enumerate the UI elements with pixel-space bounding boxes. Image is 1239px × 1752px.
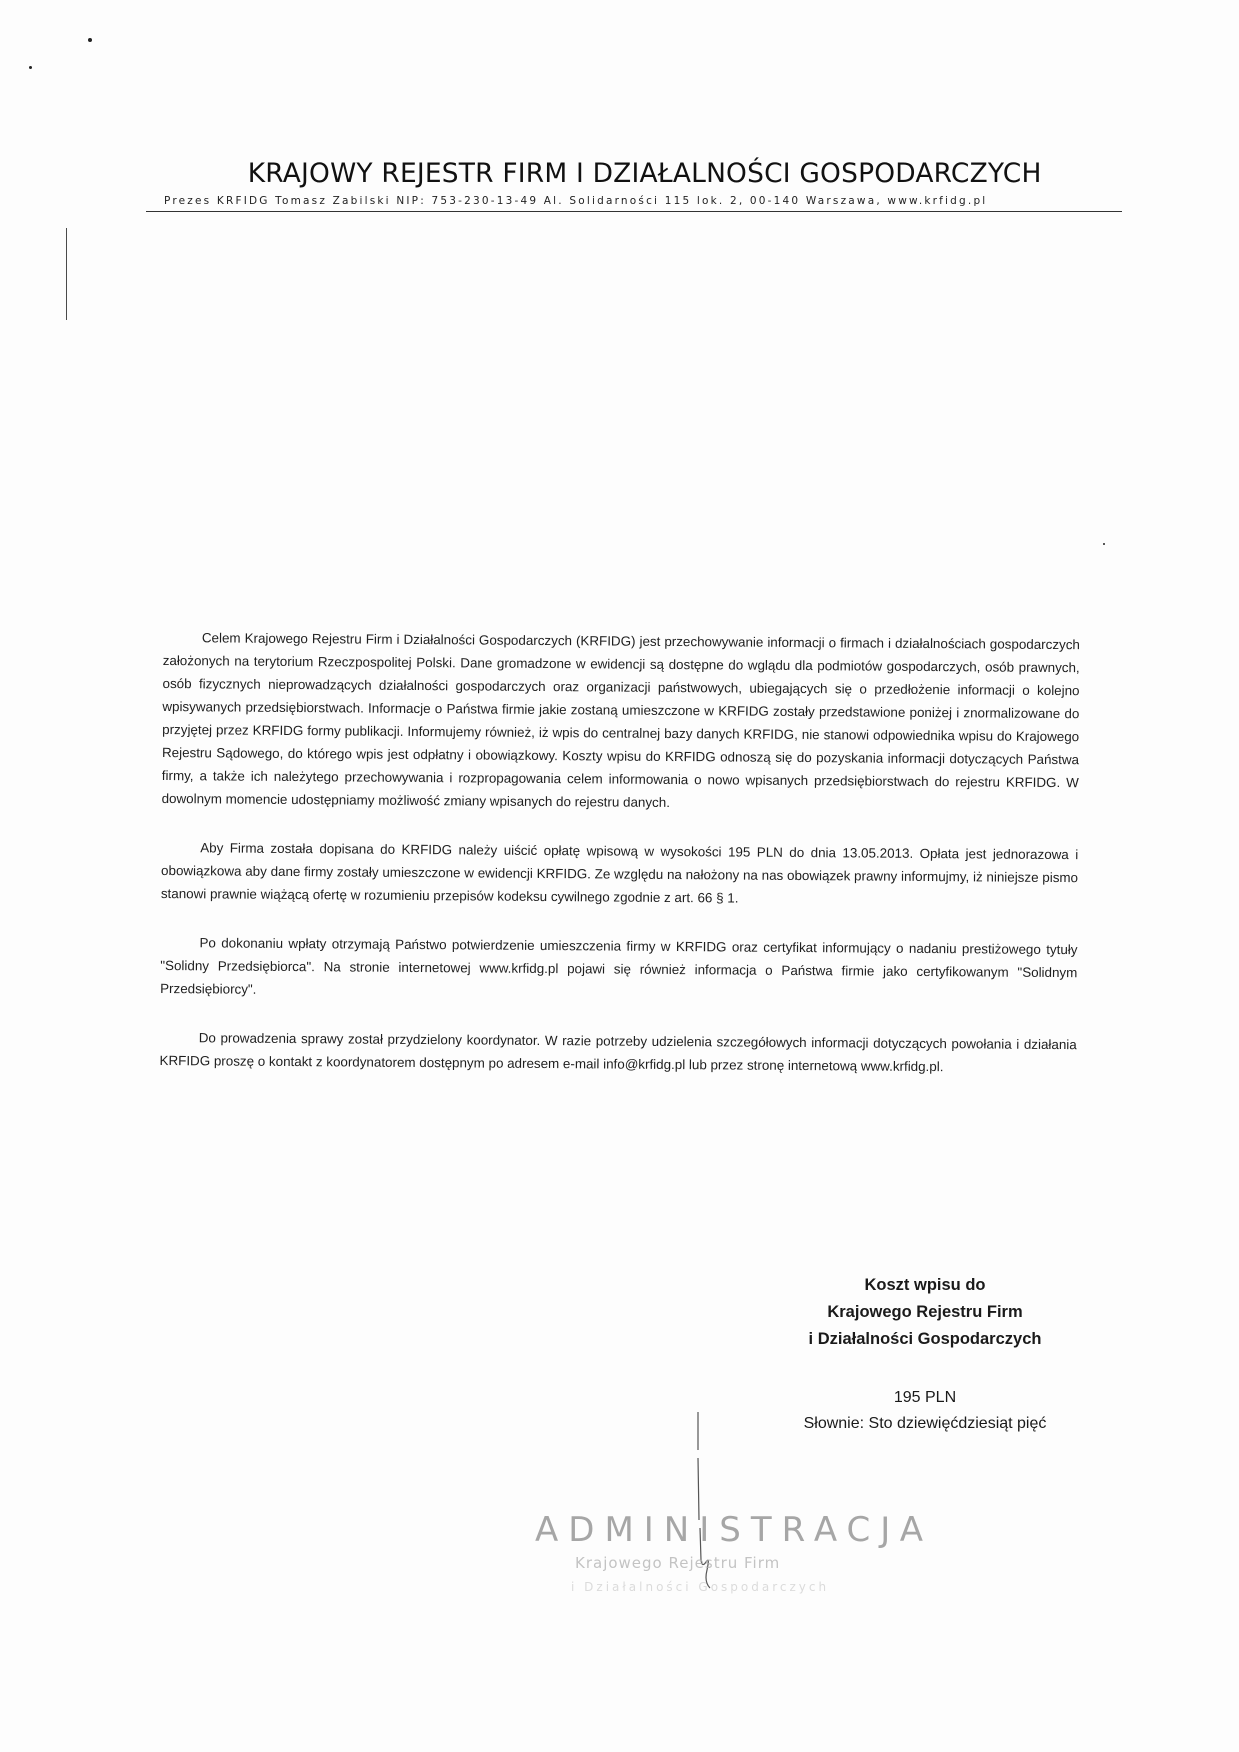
cost-heading-line3: i Działalności Gospodarczych — [808, 1330, 1042, 1348]
cost-heading-line1: Koszt wpisu do — [864, 1276, 986, 1294]
letterhead — [146, 158, 1122, 212]
stamp-subline: Krajowego Rejestru Firm — [575, 1554, 781, 1572]
paragraph-purpose: Celem Krajowego Rejestru Firm i Działalności Gospodarczych (KRFIDG) jest przechowywanie informacji o firmach i działalnościach gospodarczych założonych na terytorium Rzeczpospolitej Polski. Dane gromadzone w ewidencji są dostępne do wglądu dla podmiotów gospodarczych, osób prawnych, osób fizycznych nieprowadzących działalności gospodarczych oraz organizacji państwowych, ubiegających się o przedłożenie informacji o kolejno wpisywanych przedsiębiorstwach. Informacje o Państwa firmie jakie zostaną umieszczone w KRFIDG zostały przedstawione poniżej i znormalizowane do przyjętej przez KRFIDG formy publikacji. Informujemy również, iż wpis do centralnej bazy danych KRFIDG, nie stanowi odpowiednika wpisu do Krajowego Rejestru Sądowego, do którego wpis jest odpłatny i obowiązkowy. Koszty wpisu do KRFIDG odnoszą się do pozyskania informacji dotyczących Państwa firmy, a także ich należytego przechowywania i rozpropagowania celem informowania o nowo wpisanych przedsiębiorstwach do rejestru KRFIDG. W dowolnym momencie udostępniamy możliwość zmiany wpisanych do rejestru danych. — [161, 630, 1080, 810]
scan-edge-line — [66, 228, 67, 320]
scan-speck — [88, 38, 92, 42]
paragraph-fee: Aby Firma została dopisana do KRFIDG należy uiścić opłatę wpisową w wysokości 195 PLN do dnia 13.05.2013. Opłata jest jednorazowa i obowiązkowa aby dane firmy zostały umieszczone w ewidencji KRFIDG. Ze względu na nałożony na nas obowiązek prawny informujmy, iż niniejsze pismo stanowi prawnie wiążącą ofertę w rozumieniu przepisów kodeksu cywilnego zgodnie z art. 66 § 1. — [160, 840, 1079, 906]
cost-heading-line2: Krajowego Rejestru Firm — [827, 1303, 1023, 1321]
stamp-subline-faded: i Działalności Gospodarczych — [571, 1580, 830, 1594]
cost-box — [760, 1272, 1090, 1437]
letterhead-contact: Prezes KRFIDG Tomasz Zabilski NIP: 753-230-13-49 Al. Solidarności 115 lok. 2, 00-140 Warszawa, www.krfidg.pl — [164, 195, 988, 207]
paragraph-certificate: Po dokonaniu wpłaty otrzymają Państwo potwierdzenie umieszczenia firmy w KRFIDG oraz certyfikat informujący o nadaniu prestiżowego tytuły "Solidny Przedsiębiorca". Na stronie internetowej www.krfidg.pl pojawi się również informacja o Państwa firmie jako certyfikowanym "Solidnym Przedsiębiorcy". — [160, 935, 1078, 997]
cost-amount-in-words: Słownie: Sto dziewięćdziesiąt pięć — [803, 1415, 1047, 1432]
letterhead-rule — [146, 211, 1122, 212]
letterhead-title: KRAJOWY REJESTR FIRM I DZIAŁALNOŚCI GOSPODARCZYCH — [247, 158, 1042, 189]
paragraph-contact: Do prowadzenia sprawy został przydzielony koordynator. W razie potrzeby udzielenia szczegółowych informacji dotyczących powołania i działania KRFIDG proszę o kontakt z koordynatorem dostępnym po adresem e-mail info@krfidg.pl lub przez stronę internetową www.krfidg.pl. — [159, 1030, 1077, 1075]
cost-amount: 195 PLN — [893, 1389, 957, 1406]
scan-speck — [29, 66, 32, 69]
scan-speck — [1103, 543, 1105, 545]
stamp-heading: ADMINISTRACJA — [535, 1510, 933, 1550]
letter-body — [159, 626, 1080, 1105]
administration-stamp — [535, 1510, 933, 1620]
